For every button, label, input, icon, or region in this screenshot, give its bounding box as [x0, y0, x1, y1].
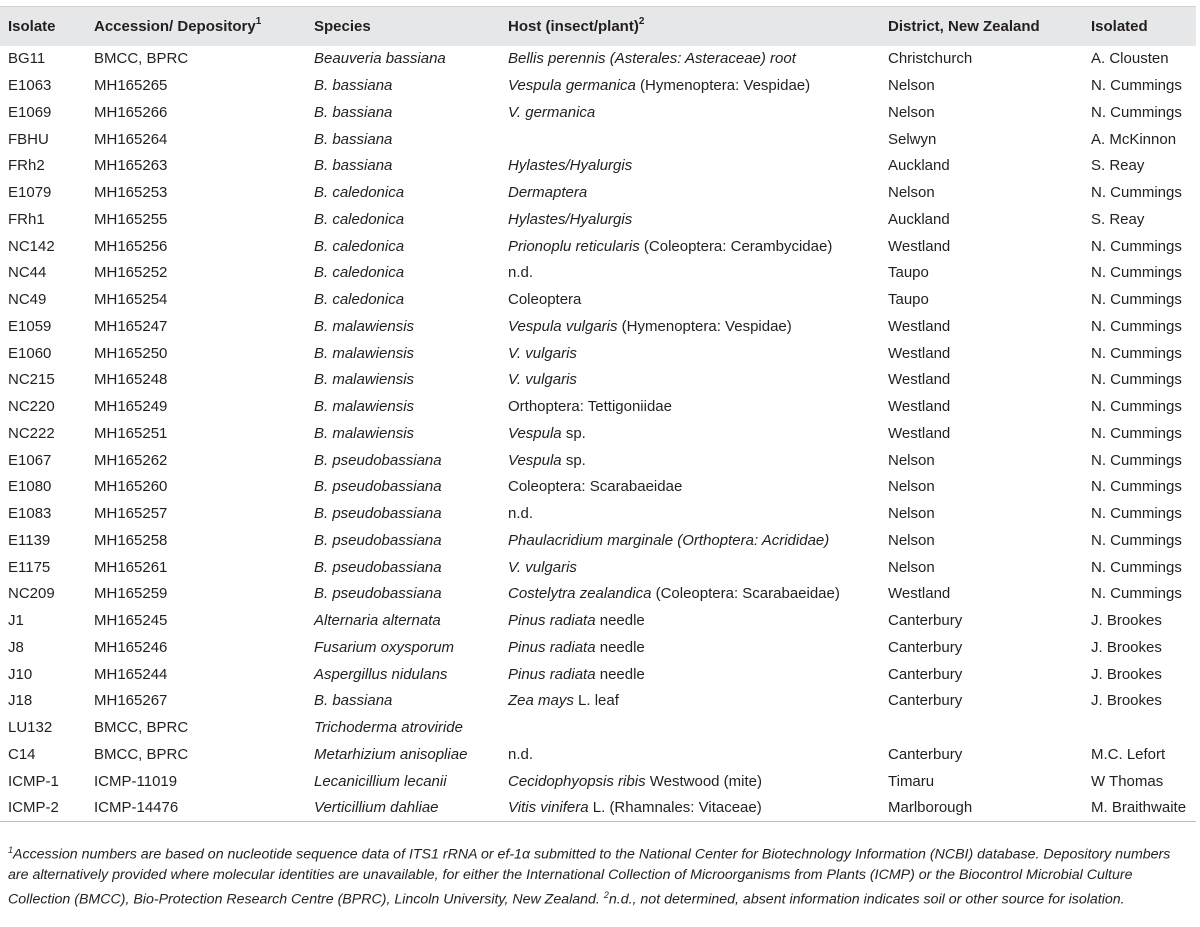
cell-isolate: E1080: [8, 478, 52, 496]
cell-host-segment: Vitis vinifera: [508, 799, 589, 817]
cell-host: [500, 126, 880, 153]
cell-accession: MH165257: [94, 505, 168, 523]
cell-host-segment: sp.: [561, 424, 586, 442]
cell-accession: BMCC, BPRC: [94, 745, 189, 763]
cell-district: Auckland: [888, 157, 950, 175]
cell-host-segment: needle: [595, 665, 645, 683]
cell-host: [500, 340, 880, 367]
cell-isolate: E1175: [8, 558, 51, 576]
cell-accession: ICMP-11019: [94, 772, 178, 790]
cell-host: [500, 206, 880, 233]
footnote-sup-2: 2: [603, 889, 609, 900]
cell-host-segment: Hylastes/Hyalurgis: [508, 157, 633, 175]
cell-district: Westland: [888, 344, 951, 362]
cell-isolate: J10: [8, 665, 33, 683]
cell-host: [500, 741, 880, 768]
table-row: [0, 607, 1196, 634]
cell-host-segment: Pinus radiata: [508, 665, 596, 683]
col-header-species: [306, 7, 500, 46]
cell-accession: MH165244: [94, 665, 168, 683]
table-row: [0, 72, 1196, 99]
cell-isolated: J. Brookes: [1091, 665, 1162, 683]
cell-isolate: FRh1: [8, 210, 45, 228]
cell-accession: MH165250: [94, 344, 168, 362]
cell-isolate: J1: [8, 612, 24, 630]
col-header-species-label: Species: [314, 17, 371, 35]
cell-host: [500, 72, 880, 99]
cell-species: Metarhizium anisopliae: [314, 745, 468, 763]
cell-isolated: N. Cummings: [1091, 451, 1182, 469]
cell-species: Fusarium oxysporum: [314, 638, 455, 656]
cell-host-segment: L. (Rhamnales: Vitaceae): [588, 799, 762, 817]
cell-host-segment: Cecidophyopsis ribis: [508, 772, 646, 790]
cell-district: Westland: [888, 317, 951, 335]
table-row: [0, 313, 1196, 340]
cell-host-segment: Westwood (mite): [645, 772, 762, 790]
cell-district: Taupo: [888, 264, 929, 282]
cell-host-segment: V. vulgaris: [508, 371, 577, 389]
cell-district: Canterbury: [888, 745, 963, 763]
cell-accession: MH165263: [94, 157, 168, 175]
cell-isolate: NC209: [8, 585, 55, 603]
table-row: [0, 179, 1196, 206]
cell-species: B. pseudobassiana: [314, 451, 442, 469]
table-footnote: [8, 840, 1192, 909]
cell-isolate: J8: [8, 638, 24, 656]
cell-host-segment: Coleoptera: Scarabaeidae: [508, 478, 683, 496]
cell-isolated: J. Brookes: [1091, 638, 1162, 656]
cell-host-segment: Zea mays: [508, 692, 574, 710]
table-row: [0, 714, 1196, 741]
cell-isolate: LU132: [8, 719, 53, 737]
cell-host-segment: n.d.: [508, 505, 534, 523]
cell-host: [500, 714, 880, 741]
cell-district: [880, 714, 1083, 741]
cell-species: B. caledonica: [314, 291, 405, 309]
cell-species: B. malawiensis: [314, 317, 415, 335]
cell-species: B. pseudobassiana: [314, 585, 442, 603]
cell-accession: MH165251: [94, 424, 168, 442]
cell-species: B. bassiana: [314, 77, 393, 95]
cell-accession: MH165248: [94, 371, 168, 389]
footnote-marker-2: 2: [638, 16, 645, 28]
col-header-isolated: [1083, 7, 1196, 46]
cell-isolated: N. Cummings: [1091, 264, 1182, 282]
cell-accession: MH165260: [94, 478, 168, 496]
cell-accession: MH165266: [94, 103, 168, 121]
cell-species: B. bassiana: [314, 130, 393, 148]
cell-host: [500, 260, 880, 287]
cell-host-segment: V. vulgaris: [508, 344, 577, 362]
cell-district: Auckland: [888, 210, 950, 228]
cell-isolate: E1059: [8, 317, 52, 335]
cell-host: [500, 367, 880, 394]
cell-accession: MH165245: [94, 612, 168, 630]
cell-isolate: NC222: [8, 424, 55, 442]
cell-isolated: N. Cummings: [1091, 558, 1182, 576]
col-header-isolate: [0, 7, 86, 46]
cell-district: Westland: [888, 585, 951, 603]
cell-host: [500, 607, 880, 634]
cell-isolate: BG11: [8, 50, 46, 68]
cell-isolated: J. Brookes: [1091, 692, 1162, 710]
cell-host: [500, 474, 880, 501]
table-row: [0, 554, 1196, 581]
cell-host: [500, 313, 880, 340]
col-header-isolate-label: Isolate: [8, 17, 56, 35]
cell-host-segment: Orthoptera: Tettigoniidae: [508, 398, 672, 416]
cell-host: [500, 661, 880, 688]
cell-district: Nelson: [888, 558, 935, 576]
cell-species: B. bassiana: [314, 103, 393, 121]
cell-species: B. caledonica: [314, 210, 405, 228]
cell-district: Westland: [888, 398, 951, 416]
cell-isolated: N. Cummings: [1091, 585, 1182, 603]
cell-district: Timaru: [888, 772, 935, 790]
cell-isolate: NC220: [8, 398, 55, 416]
col-header-accession-label: Accession/ Depository: [94, 18, 256, 36]
cell-isolate: ICMP-1: [8, 772, 59, 790]
cell-host-segment: Dermaptera: [508, 184, 588, 202]
cell-host: [500, 286, 880, 313]
table-row: [0, 688, 1196, 715]
cell-isolate: NC215: [8, 371, 55, 389]
cell-district: Canterbury: [888, 665, 963, 683]
cell-isolate: E1067: [8, 451, 52, 469]
cell-district: Westland: [888, 237, 951, 255]
cell-host: [500, 46, 880, 73]
cell-host-segment: sp.: [561, 451, 586, 469]
cell-host-segment: Costelytra zealandica: [508, 585, 652, 603]
footnote-marker-1: 1: [255, 16, 262, 28]
cell-accession: MH165259: [94, 585, 168, 603]
cell-isolated: N. Cummings: [1091, 77, 1182, 95]
cell-isolated: N. Cummings: [1091, 103, 1182, 121]
cell-district: Nelson: [888, 451, 935, 469]
cell-species: Aspergillus nidulans: [314, 665, 448, 683]
cell-accession: BMCC, BPRC: [94, 50, 189, 68]
cell-district: Nelson: [888, 184, 935, 202]
cell-accession: MH165253: [94, 184, 168, 202]
cell-district: Selwyn: [888, 130, 937, 148]
cell-district: Nelson: [888, 77, 935, 95]
cell-isolated: N. Cummings: [1091, 291, 1182, 309]
cell-isolated: N. Cummings: [1091, 505, 1182, 523]
cell-accession: MH165262: [94, 451, 168, 469]
table-row: [0, 46, 1196, 73]
table-row: [0, 340, 1196, 367]
cell-host-segment: Vespula: [508, 451, 562, 469]
cell-species: B. caledonica: [314, 184, 405, 202]
cell-accession: ICMP-14476: [86, 795, 306, 822]
cell-host: [500, 179, 880, 206]
cell-species: B. malawiensis: [314, 344, 415, 362]
cell-host-segment: V. germanica: [508, 103, 596, 121]
cell-host-segment: Vespula: [508, 424, 562, 442]
cell-isolate: E1069: [8, 103, 52, 121]
cell-isolated: A. Clousten: [1091, 50, 1169, 68]
cell-host: [500, 581, 880, 608]
table-row: [0, 393, 1196, 420]
cell-accession: MH165249: [94, 398, 168, 416]
cell-isolated: N. Cummings: [1091, 478, 1182, 496]
cell-species: Beauveria bassiana: [314, 50, 446, 68]
cell-species: Lecanicillium lecanii: [314, 772, 447, 790]
table-row: [0, 768, 1196, 795]
cell-isolated: [1083, 714, 1196, 741]
cell-accession: MH165255: [94, 210, 168, 228]
cell-isolated: W Thomas: [1091, 772, 1164, 790]
cell-district: Marlborough: [880, 795, 1083, 822]
cell-accession: MH165258: [94, 531, 168, 549]
cell-species: B. bassiana: [314, 692, 393, 710]
cell-isolated: S. Reay: [1091, 157, 1145, 175]
cell-species: Verticillium dahliae: [306, 795, 500, 822]
cell-host-segment: Vespula vulgaris: [508, 317, 618, 335]
cell-isolated: N. Cummings: [1091, 531, 1182, 549]
cell-accession: MH165267: [94, 692, 168, 710]
cell-host-segment: Phaulacridium marginale (Orthoptera: Acrididae): [508, 531, 830, 549]
cell-species: B. pseudobassiana: [314, 531, 442, 549]
cell-district: Nelson: [888, 103, 935, 121]
table-row: [0, 661, 1196, 688]
table-header: [0, 7, 1196, 46]
table-row: [0, 527, 1196, 554]
cell-host: [500, 99, 880, 126]
cell-accession: MH165254: [94, 291, 168, 309]
table-row: [0, 153, 1196, 180]
cell-host: [500, 447, 880, 474]
footnote-sup-1: 1: [8, 845, 14, 855]
cell-isolate: NC142: [8, 237, 55, 255]
cell-district: Nelson: [888, 505, 935, 523]
cell-species: B. malawiensis: [314, 424, 415, 442]
cell-isolated: N. Cummings: [1091, 317, 1182, 335]
cell-isolate: E1139: [8, 531, 51, 549]
cell-host: [500, 634, 880, 661]
cell-accession: MH165256: [94, 237, 168, 255]
cell-isolated: J. Brookes: [1091, 612, 1162, 630]
cell-isolate: E1083: [8, 505, 52, 523]
cell-host-segment: Prionoplu reticularis: [508, 237, 640, 255]
footnote-text-2: n.d., not determined, absent information indicates soil or other source for isolation.: [608, 891, 1125, 908]
cell-species: B. malawiensis: [314, 371, 415, 389]
col-header-accession: [86, 7, 306, 46]
cell-isolate: C14: [8, 745, 36, 763]
cell-host-segment: (Hymenoptera: Vespidae): [617, 317, 792, 335]
cell-isolated: M. Braithwaite: [1083, 795, 1196, 822]
cell-host-segment: (Coleoptera: Cerambycidae): [639, 237, 833, 255]
cell-accession: MH165264: [94, 130, 168, 148]
cell-species: Trichoderma atroviride: [314, 719, 463, 737]
cell-species: B. pseudobassiana: [314, 558, 442, 576]
cell-isolate: J18: [8, 692, 33, 710]
cell-accession: BMCC, BPRC: [94, 719, 189, 737]
cell-host: [500, 500, 880, 527]
col-header-district-label: District, New Zealand: [888, 17, 1040, 35]
cell-district: Canterbury: [888, 612, 963, 630]
cell-isolate: E1079: [8, 184, 52, 202]
cell-species: B. caledonica: [314, 237, 405, 255]
cell-isolated: M.C. Lefort: [1091, 745, 1166, 763]
cell-isolate: NC49: [8, 291, 47, 309]
cell-host-segment: Pinus radiata: [508, 612, 596, 630]
cell-host: [500, 554, 880, 581]
table-row: [0, 233, 1196, 260]
cell-accession: MH165265: [94, 77, 168, 95]
cell-isolated: N. Cummings: [1091, 398, 1182, 416]
cell-host-segment: Coleoptera: [508, 291, 582, 309]
cell-host-segment: n.d.: [508, 264, 534, 282]
cell-host-segment: Vespula germanica: [508, 77, 636, 95]
cell-species: B. caledonica: [314, 264, 405, 282]
cell-accession: MH165247: [94, 317, 168, 335]
cell-isolated: N. Cummings: [1091, 237, 1182, 255]
isolates-table: [0, 6, 1196, 822]
cell-isolated: N. Cummings: [1091, 184, 1182, 202]
cell-isolate: E1060: [8, 344, 52, 362]
cell-isolated: N. Cummings: [1091, 344, 1182, 362]
footnote-text-1: Accession numbers are based on nucleotide sequence data of ITS1 rRNA or ef-1α submitted to the National Center for Biotechnology Information (NCBI) database. Depository numbers are alternatively provided where molecular identities are unavailable, for either the International Collection of Microorganisms from Plants (ICMP) or the Biocontrol Microbial Culture Collection (BMCC), Bio-Protection Research Centre (BPRC), Lincoln University, New Zealand.: [8, 846, 1171, 908]
table-row: [0, 286, 1196, 313]
table-row: [0, 500, 1196, 527]
cell-species: Alternaria alternata: [314, 612, 441, 630]
cell-isolated: A. McKinnon: [1091, 130, 1177, 148]
cell-host: [500, 527, 880, 554]
cell-accession: MH165246: [94, 638, 168, 656]
table-row: [0, 126, 1196, 153]
col-header-host-label: Host (insect/plant): [508, 18, 639, 36]
cell-host-segment: Bellis perennis (Asterales: Asteraceae) root: [508, 50, 796, 68]
table-row: [0, 447, 1196, 474]
cell-host-segment: (Hymenoptera: Vespidae): [635, 77, 811, 95]
cell-isolate: NC44: [8, 264, 47, 282]
cell-host: [500, 420, 880, 447]
cell-isolate: E1063: [8, 77, 52, 95]
cell-district: Nelson: [888, 531, 935, 549]
cell-district: Taupo: [888, 291, 929, 309]
cell-district: Westland: [888, 424, 951, 442]
table-row: [0, 634, 1196, 661]
table-row: [0, 795, 1196, 822]
col-header-district: [880, 7, 1083, 46]
cell-accession: MH165252: [94, 264, 168, 282]
table-row: [0, 420, 1196, 447]
cell-isolate: FBHU: [8, 130, 49, 148]
cell-district: Canterbury: [888, 692, 963, 710]
table-row: [0, 206, 1196, 233]
cell-host-segment: (Coleoptera: Scarabaeidae): [651, 585, 840, 603]
header-row: [0, 7, 1196, 46]
cell-isolated: S. Reay: [1091, 210, 1145, 228]
cell-isolate: ICMP-2: [0, 795, 86, 822]
cell-district: Westland: [888, 371, 951, 389]
cell-host: [500, 795, 880, 822]
cell-species: B. bassiana: [314, 157, 393, 175]
cell-host-segment: Hylastes/Hyalurgis: [508, 210, 633, 228]
cell-host-segment: V. vulgaris: [508, 558, 577, 576]
cell-district: Canterbury: [888, 638, 963, 656]
cell-species: B. pseudobassiana: [314, 505, 442, 523]
cell-isolated: N. Cummings: [1091, 424, 1182, 442]
cell-host-segment: L. leaf: [573, 692, 619, 710]
cell-accession: MH165261: [94, 558, 168, 576]
table-row: [0, 474, 1196, 501]
table-row: [0, 367, 1196, 394]
cell-host: [500, 233, 880, 260]
col-header-host: [500, 7, 880, 46]
cell-isolate: FRh2: [8, 157, 45, 175]
cell-species: B. pseudobassiana: [314, 478, 442, 496]
cell-host: [500, 768, 880, 795]
cell-host-segment: needle: [595, 612, 645, 630]
cell-isolated: N. Cummings: [1091, 371, 1182, 389]
table-row: [0, 260, 1196, 287]
cell-district: Christchurch: [888, 50, 973, 68]
col-header-isolated-label: Isolated: [1091, 17, 1148, 35]
cell-host: [500, 393, 880, 420]
cell-host: [500, 153, 880, 180]
cell-host: [500, 688, 880, 715]
table-row: [0, 581, 1196, 608]
cell-district: Nelson: [888, 478, 935, 496]
table-row: [0, 99, 1196, 126]
cell-host-segment: needle: [595, 638, 645, 656]
cell-host-segment: n.d.: [508, 745, 534, 763]
cell-species: B. malawiensis: [314, 398, 415, 416]
table-body: [0, 46, 1196, 822]
cell-host-segment: Pinus radiata: [508, 638, 596, 656]
table-row: [0, 741, 1196, 768]
